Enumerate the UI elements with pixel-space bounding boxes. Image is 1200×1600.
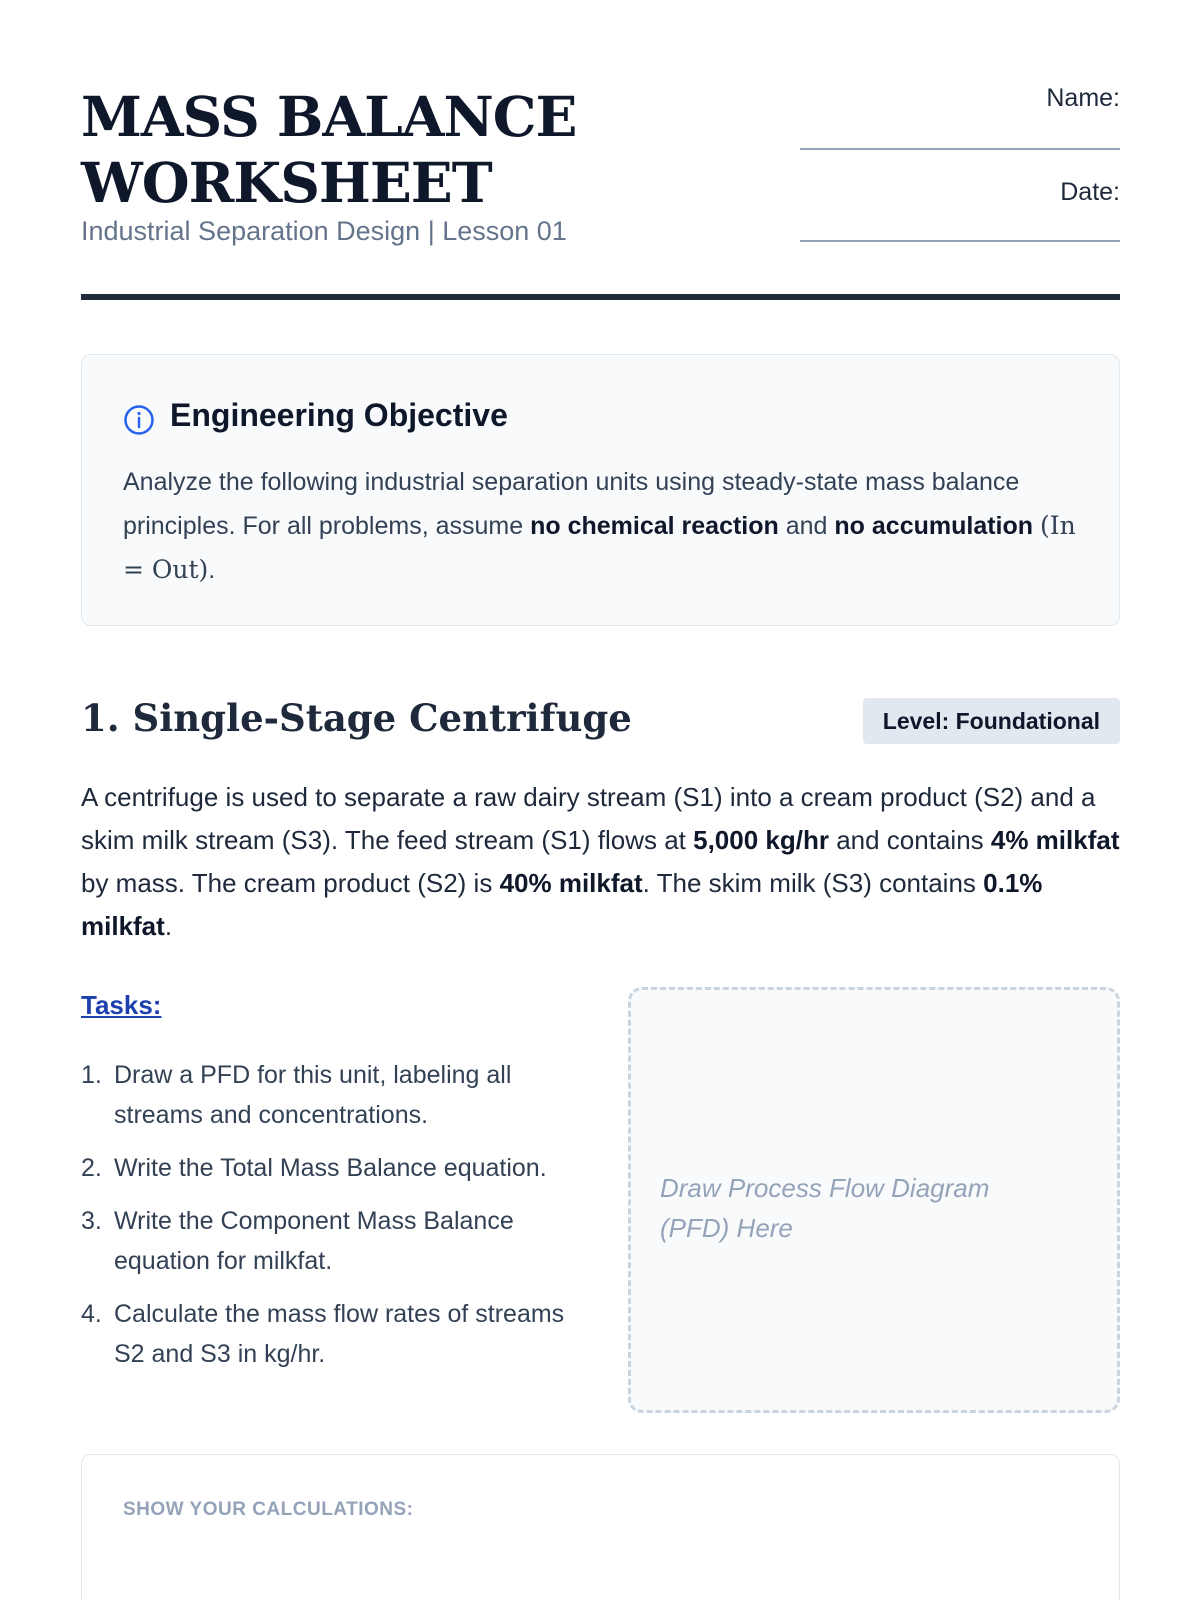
task-text: Write the Total Mass Balance equation. <box>114 1154 547 1182</box>
problem-value: 5,000 kg/hr <box>693 825 829 855</box>
objective-title: Engineering Objective <box>170 397 508 433</box>
objective-bold: no chemical reaction <box>530 512 779 540</box>
task-item <box>81 1294 581 1374</box>
name-label: Name: <box>1046 84 1120 112</box>
worksheet-header <box>81 84 1120 304</box>
task-text: Draw a PFD for this unit, labeling all streams and concentrations. <box>114 1061 512 1129</box>
objective-text-part <box>1033 512 1040 540</box>
problem-text: A centrifuge is used to separate a raw dairy stream (S1) into a cream product (S2) and a skim milk stream (S3). The feed stream (S1) flows at <box>81 782 1096 855</box>
worksheet-page <box>81 0 1120 1600</box>
name-field[interactable] <box>800 84 1120 150</box>
problem-text: . <box>164 911 173 941</box>
level-badge: Level: Foundational <box>863 698 1120 744</box>
task-item <box>81 1055 581 1135</box>
title-line-2: WORKSHEET <box>81 150 492 215</box>
task-number: 3. <box>81 1207 102 1235</box>
section-title: 1. Single-Stage Centrifuge <box>81 696 632 740</box>
task-number: 1. <box>81 1061 102 1089</box>
problem-text: and contains <box>828 825 991 855</box>
objective-bold: no accumulation <box>834 512 1034 540</box>
task-item <box>81 1201 581 1281</box>
date-label: Date: <box>1060 178 1120 206</box>
name-line[interactable] <box>800 148 1120 150</box>
info-icon <box>123 404 155 436</box>
date-field[interactable] <box>800 178 1120 244</box>
date-line[interactable] <box>800 240 1120 242</box>
task-item <box>81 1148 581 1188</box>
objective-math: (In = Out) <box>123 511 1076 584</box>
task-list <box>81 1055 581 1387</box>
title-line-1: MASS BALANCE <box>81 84 577 149</box>
objective-text-part: and <box>778 512 835 540</box>
problem-text: . The skim milk (S3) contains <box>642 868 984 898</box>
page-title <box>81 84 576 216</box>
calculations-label: SHOW YOUR CALCULATIONS: <box>123 1499 414 1520</box>
task-text: Calculate the mass flow rates of streams S2 and S3 in kg/hr. <box>114 1300 565 1368</box>
problem-text: by mass. The cream product (S2) is <box>81 868 500 898</box>
calculations-area[interactable] <box>81 1454 1120 1600</box>
problem-value: 4% milkfat <box>990 825 1120 855</box>
objective-text-part: Analyze the following industrial separation units using steady-state mass balance principles. For all problems, assume <box>123 468 1020 540</box>
page-subtitle: Industrial Separation Design | Lesson 01 <box>81 216 567 246</box>
objective-text-part: . <box>208 556 216 584</box>
pfd-drawing-area[interactable] <box>628 987 1120 1413</box>
objective-box <box>81 354 1120 626</box>
task-number: 4. <box>81 1300 102 1328</box>
tasks-heading[interactable]: Tasks: <box>81 990 162 1020</box>
header-divider <box>81 294 1120 300</box>
objective-text <box>123 461 1083 592</box>
problem-statement <box>81 776 1120 948</box>
task-number: 2. <box>81 1154 102 1182</box>
problem-value: 40% milkfat <box>499 868 643 898</box>
pfd-placeholder: Draw Process Flow Diagram (PFD) Here <box>660 1173 990 1243</box>
task-text: Write the Component Mass Balance equation for milkfat. <box>114 1207 514 1275</box>
problem-value: 0.1% milkfat <box>81 868 1043 941</box>
